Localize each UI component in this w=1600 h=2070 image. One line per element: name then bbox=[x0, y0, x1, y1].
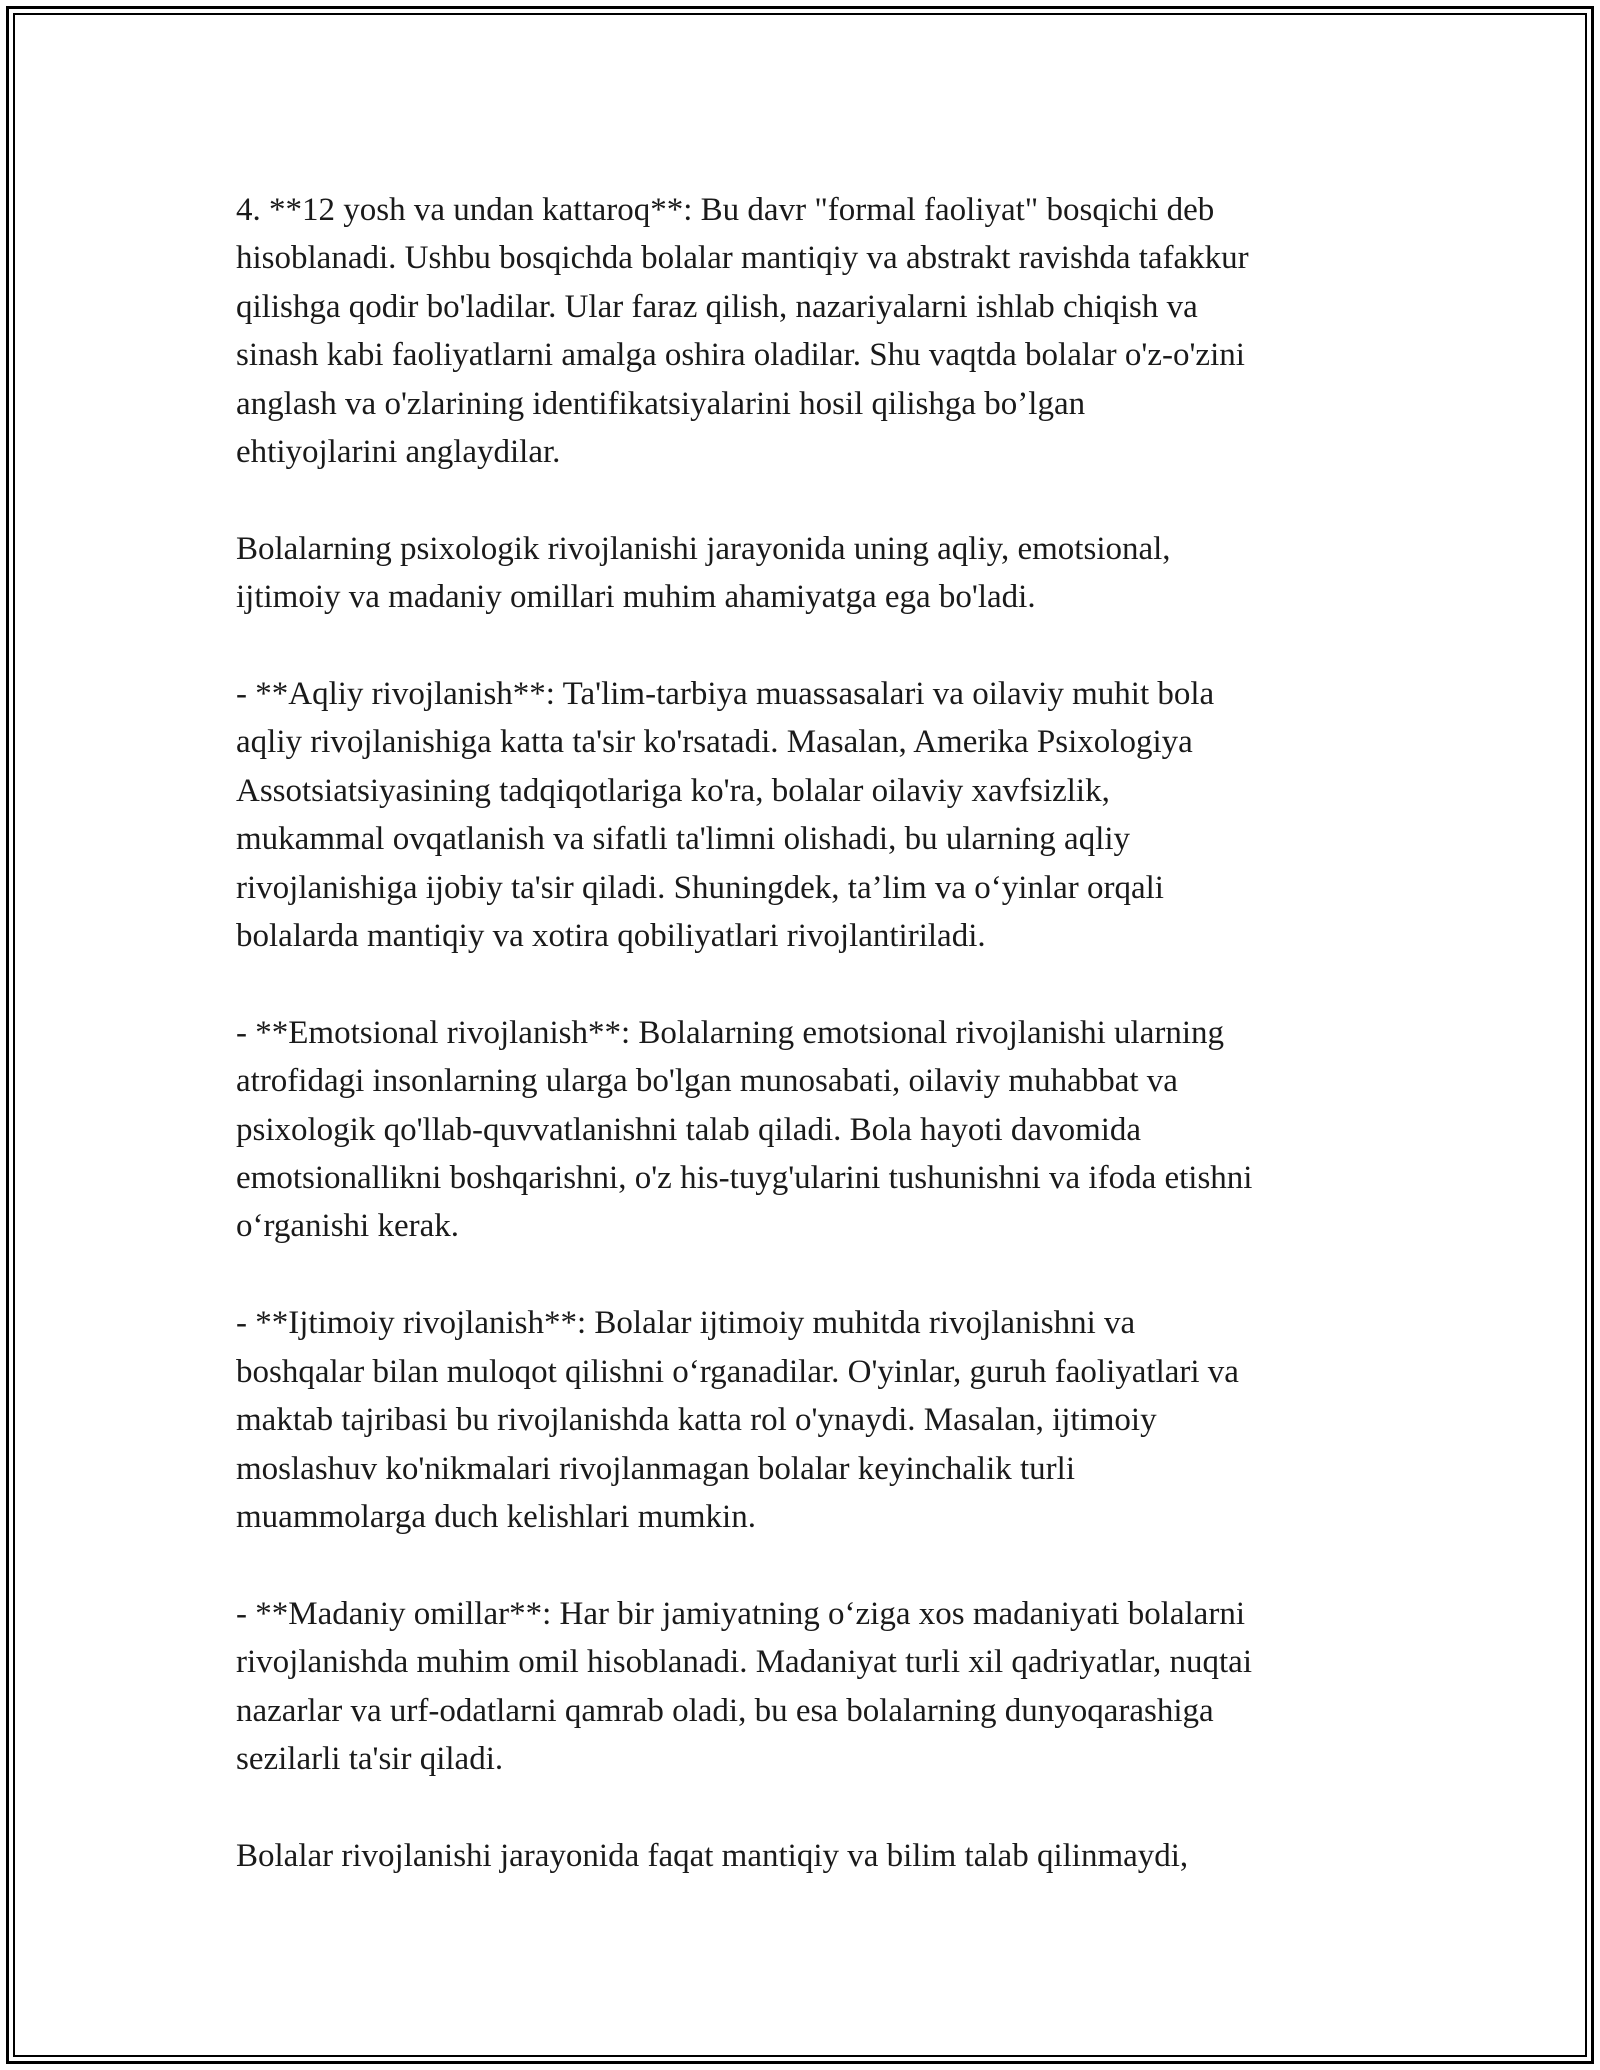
paragraph-development-factors: Bolalarning psixologik rivojlanishi jarayonida uning aqliy, emotsional, ijtimoiy va madaniy omillari muhim ahamiyatga ega bo'ladi. bbox=[236, 530, 1171, 616]
paragraph-closing: Bolalar rivojlanishi jarayonida faqat mantiqiy va bilim talab qilinmaydi, bbox=[236, 1837, 1189, 1874]
paragraph-cultural-factors: - **Madaniy omillar**: Har bir jamiyatning o‘ziga xos madaniyati bolalarni rivojlanishda muhim omil hisoblanadi. Madaniyat turli xil qadriyatlar, nuqtai nazarlar va urf-odatlarni qamrab oladi, bu esa bolalarning dunyoqarashiga sezilarli ta'sir qiladi. bbox=[236, 1595, 1252, 1777]
paragraph-mental-development: - **Aqliy rivojlanish**: Ta'lim-tarbiya muassasalari va oilaviy muhit bola aqliy rivojlanishiga katta ta'sir ko'rsatadi. Masalan, Amerika Psixologiya Assotsiatsiyasining tadqiqotlariga ko'ra, bolalar oilaviy xavfsizlik, mukammal ovqatlanish va sifatli ta'limni olishadi, bu ularning aqliy rivojlanishiga ijobiy ta'sir qiladi. Shuningdek, ta’lim va o‘yinlar orqali bolalarda mantiqiy va xotira qobiliyatlari rivojlantiriladi. bbox=[236, 676, 1215, 955]
paragraph-emotional-development: - **Emotsional rivojlanish**: Bolalarning emotsional rivojlanishi ularning atrofidagi insonlarning ularga bo'lgan munosabati, oilaviy muhabbat va psixologik qo'llab-quvvatlanishni talab qiladi. Bola hayoti davomida emotsionallikni boshqarishni, o'z his-tuyg'ularini tushunishni va ifoda etishni o‘rganishi kerak. bbox=[236, 1014, 1253, 1245]
paragraph-social-development: - **Ijtimoiy rivojlanish**: Bolalar ijtimoiy muhitda rivojlanishni va boshqalar bilan muloqot qilishni o‘rganadilar. O'yinlar, guruh faoliyatlari va maktab tajribasi bu rivojlanishda katta rol o'ynaydi. Masalan, ijtimoiy moslashuv ko'nikmalari rivojlanmagan bolalar keyinchalik turli muammolarga duch kelishlari mumkin. bbox=[236, 1305, 1239, 1535]
document-body bbox=[236, 186, 1386, 1929]
paragraph-formal-stage: 4. **12 yosh va undan kattaroq**: Bu davr "formal faoliyat" bosqichi deb hisoblanadi. Ushbu bosqichda bolalar mantiqiy va abstrakt ravishda tafakkur qilishga qodir bo'ladilar. Ular faraz qilish, nazariyalarni ishlab chiqish va sinash kabi faoliyatlarni amalga oshira oladilar. Shu vaqtda bolalar o'z-o'zini anglash va o'zlarining identifikatsiyalarini hosil qilishga bo’lgan ehtiyojlarini anglaydilar. bbox=[236, 192, 1249, 471]
